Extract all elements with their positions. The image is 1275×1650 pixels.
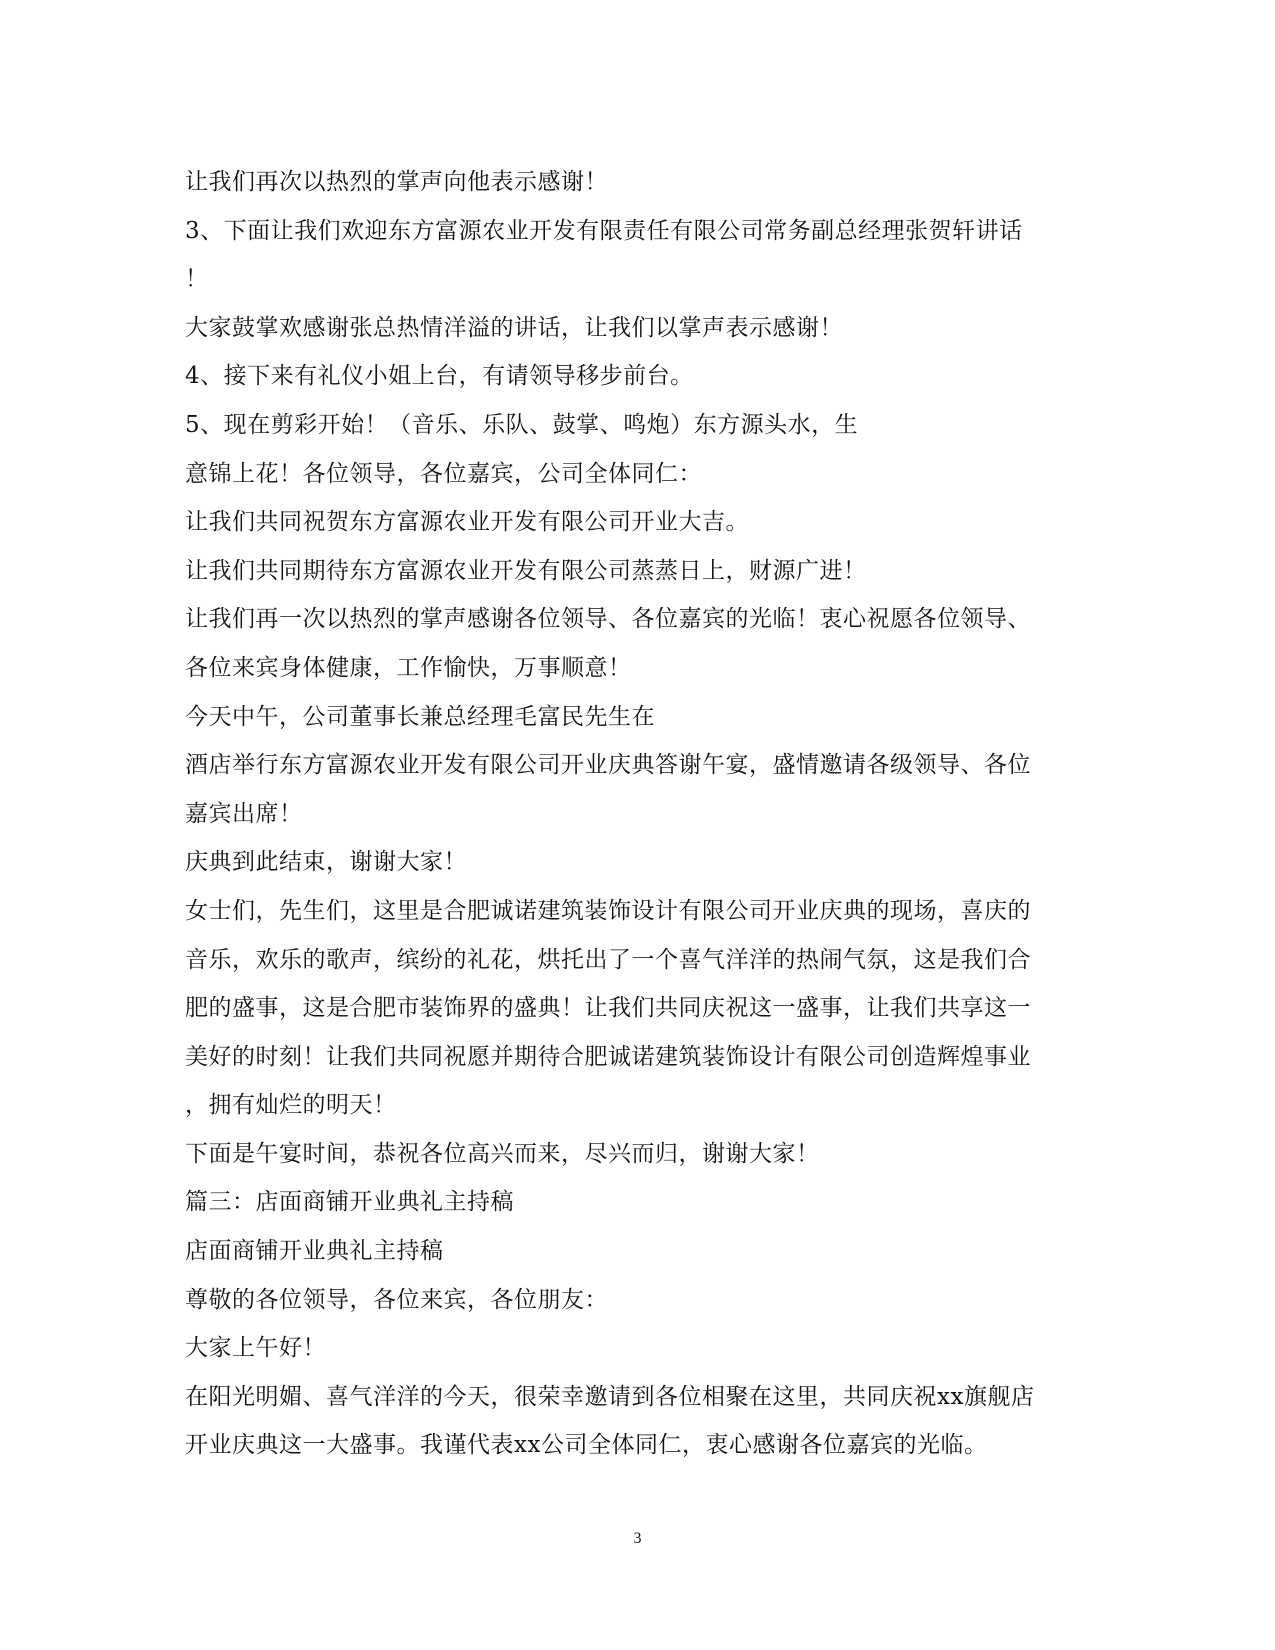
text-line: 嘉宾出席！ <box>185 800 303 827</box>
section-heading: 篇三：店面商铺开业典礼主持稿 <box>185 1189 514 1216</box>
text-line: 女士们，先生们，这里是合肥诚诺建筑装饰设计有限公司开业庆典的现场，喜庆的 <box>185 897 1031 924</box>
text-line: 5、现在剪彩开始！（音乐、乐队、鼓掌、鸣炮）东方源头水，生 <box>185 411 859 438</box>
text-line: 让我们共同祝贺东方富源农业开发有限公司开业大吉。 <box>185 509 749 536</box>
text-line: 肥的盛事，这是合肥市装饰界的盛典！让我们共同庆祝这一盛事，让我们共享这一 <box>185 995 1031 1022</box>
text-line: 让我们共同期待东方富源农业开发有限公司蒸蒸日上，财源广进！ <box>185 557 867 584</box>
text-line: 开业庆典这一大盛事。我谨代表xx公司全体同仁，衷心感谢各位嘉宾的光临。 <box>185 1432 988 1459</box>
text-line: ，拥有灿烂的明天！ <box>185 1092 397 1119</box>
text-line: 意锦上花！各位领导，各位嘉宾，公司全体同仁： <box>185 460 702 487</box>
document-title: 店面商铺开业典礼主持稿 <box>185 1238 444 1265</box>
text-line: 庆典到此结束，谢谢大家！ <box>185 849 467 876</box>
text-line: ！ <box>185 266 209 293</box>
text-line: 让我们再次以热烈的掌声向他表示感谢！ <box>185 169 608 195</box>
text-line: 美好的时刻！让我们共同祝愿并期待合肥诚诺建筑装饰设计有限公司创造辉煌事业 <box>185 1043 1031 1070</box>
text-line: 今天中午，公司董事长兼总经理毛富民先生在 <box>185 703 655 730</box>
text-line: 各位来宾身体健康，工作愉快，万事顺意！ <box>185 654 632 681</box>
text-line: 在阳光明媚、喜气洋洋的今天，很荣幸邀请到各位相聚在这里，共同庆祝xx旗舰店 <box>185 1383 1035 1410</box>
text-line: 4、接下来有礼仪小姐上台，有请领导移步前台。 <box>185 363 694 390</box>
text-line: 下面是午宴时间，恭祝各位高兴而来，尽兴而归，谢谢大家！ <box>185 1140 820 1167</box>
text-line: 3、下面让我们欢迎东方富源农业开发有限责任有限公司常务副总经理张贺轩讲话 <box>185 217 1023 244</box>
text-line: 酒店举行东方富源农业开发有限公司开业庆典答谢午宴，盛情邀请各级领导、各位 <box>185 752 1031 779</box>
text-line: 音乐，欢乐的歌声，缤纷的礼花，烘托出了一个喜气洋洋的热闹气氛，这是我们合 <box>185 946 1031 973</box>
text-line: 尊敬的各位领导，各位来宾，各位朋友： <box>185 1286 608 1313</box>
text-line: 大家鼓掌欢感谢张总热情洋溢的讲话，让我们以掌声表示感谢！ <box>185 314 843 341</box>
text-line: 让我们再一次以热烈的掌声感谢各位领导、各位嘉宾的光临！衷心祝愿各位领导、 <box>185 606 1031 633</box>
document-body <box>185 158 1090 1470</box>
page-number: 3 <box>633 1530 642 1547</box>
text-line: 大家上午好！ <box>185 1335 326 1362</box>
